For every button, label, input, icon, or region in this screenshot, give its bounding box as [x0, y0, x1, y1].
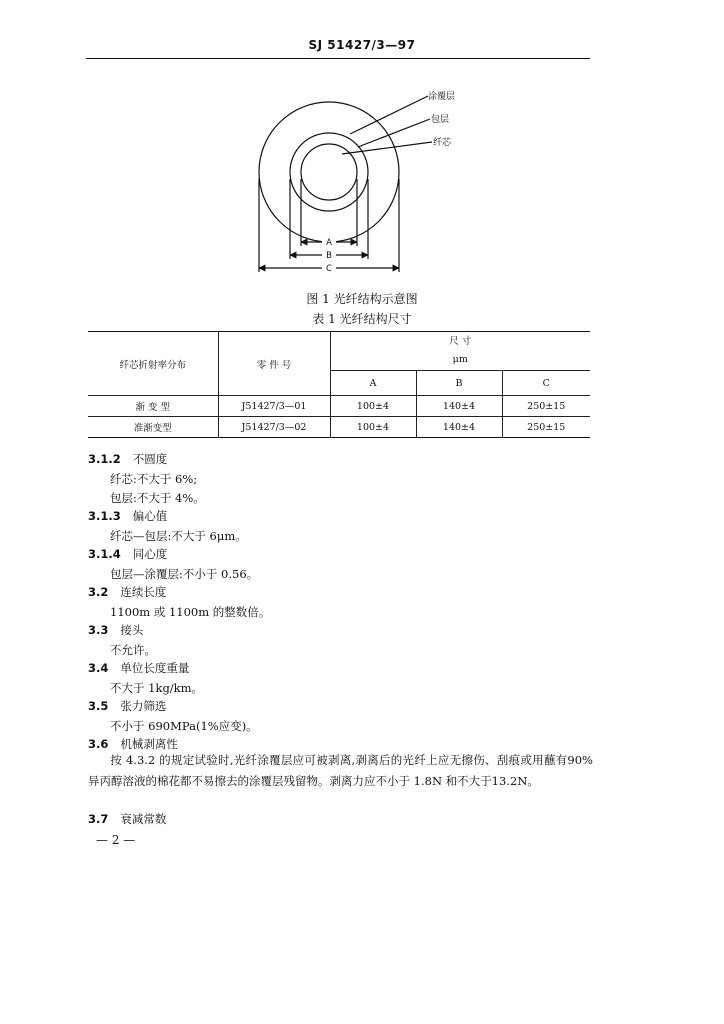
cell-profile: 准渐变型 [88, 417, 218, 438]
cell-a: 100±4 [330, 396, 416, 417]
coating-circle [259, 102, 399, 242]
section-text: 包层:不大于 4%。 [110, 491, 205, 505]
label-b: B [326, 251, 332, 261]
col-header-part: 零 件 号 [218, 332, 330, 396]
table-row [88, 417, 590, 438]
cell-b: 140±4 [416, 396, 502, 417]
section-heading-3-7: 3.7 衰减常数 [88, 812, 167, 826]
section-heading-3-5: 3.5 张力筛选 [88, 699, 167, 713]
section-heading-3-1-3: 3.1.3 偏心值 [88, 509, 168, 523]
section-heading-3-1-2: 3.1.2 不圆度 [88, 452, 168, 466]
section-text: 包层—涂覆层:不小于 0.56。 [110, 567, 259, 581]
label-core: 纤芯 [433, 138, 452, 148]
dimensions-table [88, 331, 590, 438]
label-c: C [326, 264, 332, 274]
header-rule [86, 58, 590, 59]
section-text: 1100m 或 1100m 的整数倍。 [110, 605, 271, 619]
fiber-structure-diagram [250, 84, 480, 284]
col-header-size [330, 332, 590, 371]
cell-profile: 渐 变 型 [88, 396, 218, 417]
label-coating: 涂覆层 [428, 92, 456, 102]
section-text: 不大于 1kg/km。 [110, 681, 204, 695]
sub-header-a: A [330, 371, 416, 396]
section-heading-3-6: 3.6 机械剥离性 [88, 737, 178, 751]
cladding-circle [290, 133, 368, 211]
cell-part: J51427/3—02 [218, 417, 330, 438]
cell-part: J51427/3—01 [218, 396, 330, 417]
section-heading-3-3: 3.3 接头 [88, 623, 144, 637]
section-text: 不小于 690MPa(1%应变)。 [110, 719, 258, 733]
cell-c: 250±15 [502, 417, 590, 438]
table-row [88, 396, 590, 417]
section-heading-3-4: 3.4 单位长度重量 [88, 661, 190, 675]
page-number: — 2 — [96, 833, 136, 847]
table-caption: 表 1 光纤结构尺寸 [312, 312, 412, 326]
label-cladding: 包层 [431, 115, 450, 125]
sub-header-b: B [416, 371, 502, 396]
label-a: A [326, 238, 332, 248]
section-heading-3-2: 3.2 连续长度 [88, 585, 167, 599]
col-header-profile: 纤芯折射率分布 [88, 332, 218, 396]
document-code: SJ 51427/3—97 [308, 38, 416, 52]
section-heading-3-1-4: 3.1.4 同心度 [88, 547, 168, 561]
cell-b: 140±4 [416, 417, 502, 438]
section-text: 不允许。 [110, 643, 156, 657]
leader-coating [350, 96, 428, 134]
cell-a: 100±4 [330, 417, 416, 438]
unit-label: μm [452, 354, 468, 365]
size-label: 尺 寸 [449, 336, 472, 347]
cell-c: 250±15 [502, 396, 590, 417]
core-circle [301, 144, 357, 200]
leader-cladding [358, 119, 430, 147]
section-text: 纤芯—包层:不大于 6μm。 [110, 529, 247, 543]
section-paragraph: 按 4.3.2 的规定试验时,光纤涂覆层应可被剥离,剥离后的光纤上应无擦伤、刮痕或用蘸有90%异丙醇溶液的棉花都不易擦去的涂覆层残留物。剥离力应不小于 1.8N 和不大于13.2N。 [88, 753, 593, 788]
figure-caption: 图 1 光纤结构示意图 [306, 292, 418, 306]
sub-header-c: C [502, 371, 590, 396]
section-text: 纤芯:不大于 6%; [110, 472, 198, 486]
